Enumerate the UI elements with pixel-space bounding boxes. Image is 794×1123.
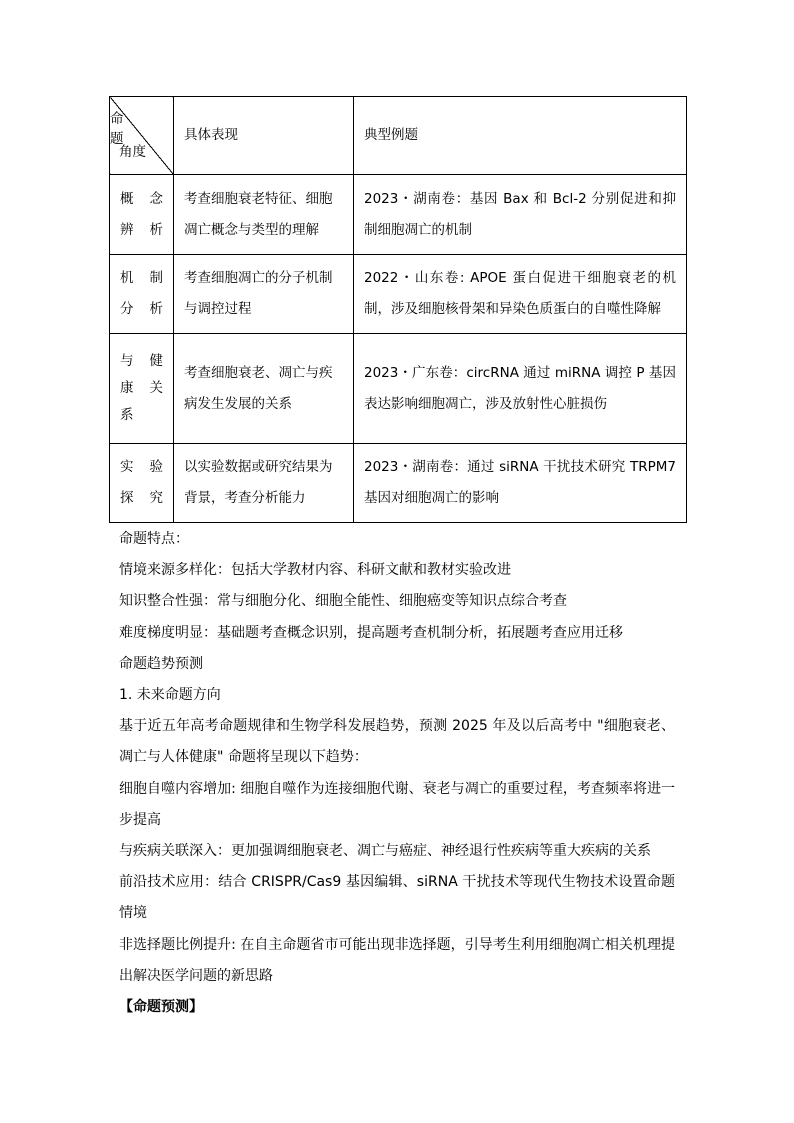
- header-angle-bottom: 角度: [119, 144, 146, 160]
- table-row: [110, 444, 687, 523]
- paragraph: 细胞自噬内容增加: 细胞自噬作为连接细胞代谢、衰老与凋亡的重要过程，考查频率将进一步提高: [119, 780, 675, 828]
- paragraph: 非选择题比例提升: 在自主命题省市可能出现非选择题，引导考生利用细胞凋亡相关机理提出解决医学问题的新思路: [119, 936, 675, 984]
- row-example: 2022・山东卷: APOE 蛋白促进干细胞衰老的机制，涉及细胞核骨架和异染色质蛋白的自噬性降解: [354, 255, 687, 334]
- numbered-heading: 1. 未来命题方向: [119, 687, 221, 704]
- header-col2: 具体表现: [174, 97, 354, 175]
- row-desc: 考查细胞衰老特征、细胞凋亡概念与类型的理解: [174, 175, 354, 255]
- row-angle: 机 制 分析: [110, 255, 174, 334]
- paragraph: 知识整合性强：常与细胞分化、细胞全能性、细胞癌变等知识点综合考查: [119, 593, 567, 610]
- row-desc: 以实验数据或研究结果为背景，考查分析能力: [174, 444, 354, 523]
- header-angle-top: 命 题: [110, 111, 134, 147]
- row-desc: 考查细胞凋亡的分子机制与调控过程: [174, 255, 354, 334]
- table-row: [110, 255, 687, 334]
- section-heading: 命题趋势预测: [119, 655, 203, 672]
- row-example: 2023・湖南卷：通过 siRNA 干扰技术研究 TRPM7 基因对细胞凋亡的影响: [354, 444, 687, 523]
- paragraph: 前沿技术应用：结合 CRISPR/Cas9 基因编辑、siRNA 干扰技术等现代生物技术设置命题情境: [119, 874, 675, 922]
- table-row: [110, 175, 687, 255]
- row-angle: 概 念 辨析: [110, 175, 174, 255]
- paragraph: 情境来源多样化：包括大学教材内容、科研文献和教材实验改进: [119, 562, 511, 579]
- row-angle: 实 验 探究: [110, 444, 174, 523]
- topic-table: [109, 96, 687, 523]
- section-label: 命题特点：: [119, 531, 189, 547]
- table-header-row: [110, 97, 687, 175]
- row-example: 2023・湖南卷：基因 Bax 和 Bcl-2 分别促进和抑制细胞凋亡的机制: [354, 175, 687, 255]
- paragraph: 基于近五年高考命题规律和生物学科发展趋势，预测 2025 年及以后高考中 "细胞衰老、凋亡与人体健康" 命题将呈现以下趋势：: [119, 718, 675, 766]
- paragraph: 与疾病关联深入：更加强调细胞衰老、凋亡与癌症、神经退行性疾病等重大疾病的关系: [119, 843, 651, 860]
- row-example: 2023・广东卷：circRNA 通过 miRNA 调控 P 基因表达影响细胞凋亡，涉及放射性心脏损伤: [354, 334, 687, 444]
- table-row: [110, 334, 687, 444]
- body-text: [119, 524, 675, 1023]
- header-angle-cell: [110, 97, 174, 175]
- row-angle: 与 健 康 关 系: [110, 334, 174, 444]
- header-col3: 典型例题: [354, 97, 687, 175]
- row-desc: 考查细胞衰老、凋亡与疾病发生发展的关系: [174, 334, 354, 444]
- prediction-heading: 【命题预测】: [119, 999, 203, 1016]
- paragraph: 难度梯度明显：基础题考查概念识别，提高题考查机制分析，拓展题考查应用迁移: [119, 624, 623, 641]
